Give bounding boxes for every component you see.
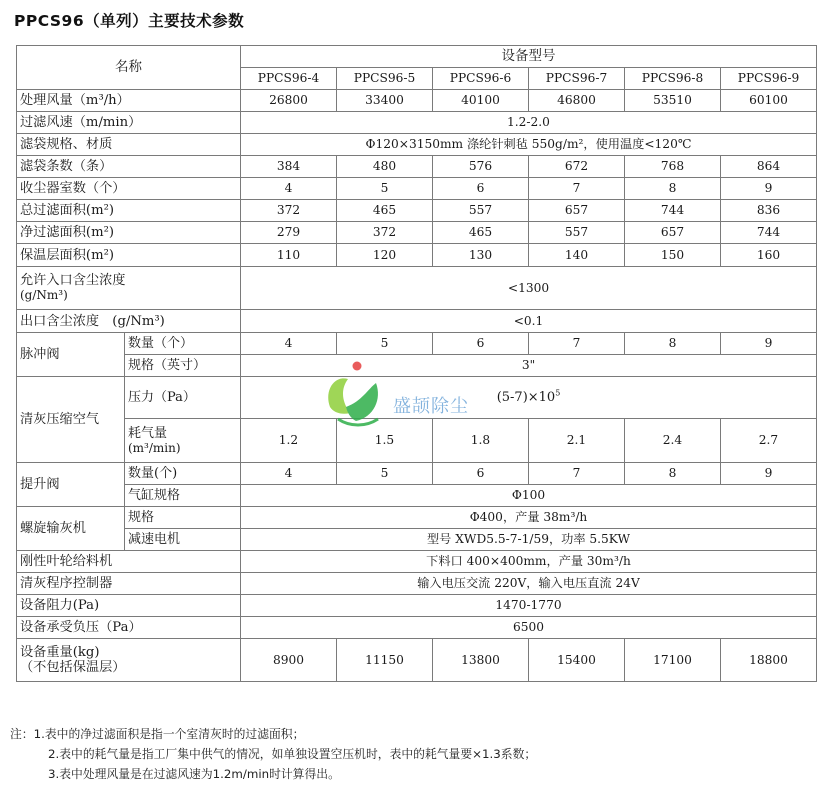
cell: 15400 <box>529 639 625 682</box>
pressure-value: (5-7)×10 <box>496 390 556 405</box>
row-label-inlet-dust <box>17 267 241 310</box>
cell: 480 <box>337 156 433 178</box>
table-row <box>17 551 817 573</box>
cell: 130 <box>433 244 529 267</box>
cell: 1470-1770 <box>241 595 817 617</box>
table-row <box>17 267 817 310</box>
row-label-bag-count: 滤袋条数（条） <box>17 156 241 178</box>
cell: 120 <box>337 244 433 267</box>
pressure-exponent: 5 <box>555 388 561 398</box>
cell: 1.2 <box>241 419 337 463</box>
table-row <box>17 134 817 156</box>
cell: 372 <box>241 200 337 222</box>
cell: 160 <box>721 244 817 267</box>
row-label-outlet-dust: 出口含尘浓度 (g/Nm³) <box>17 310 241 333</box>
row-label-resistance: 设备阻力(Pa) <box>17 595 241 617</box>
cell: 2.1 <box>529 419 625 463</box>
row-label-screw-conveyor: 螺旋输灰机 <box>17 507 125 551</box>
cell: 60100 <box>721 90 817 112</box>
cell: 744 <box>625 200 721 222</box>
table-row <box>17 112 817 134</box>
watermark-text: 盛颉除尘 <box>393 396 469 417</box>
label-line: 设备重量(kg) <box>20 645 100 660</box>
cell: 1.8 <box>433 419 529 463</box>
row-label-net-area: 净过滤面积(m²) <box>17 222 241 244</box>
table-row <box>17 485 817 507</box>
cell: 465 <box>337 200 433 222</box>
cell: Φ400，产量 38m³/h <box>241 507 817 529</box>
table-row <box>17 200 817 222</box>
cell: 下料口 400×400mm，产量 30m³/h <box>241 551 817 573</box>
sub-label <box>125 419 241 463</box>
table-row <box>17 333 817 355</box>
table-row <box>17 222 817 244</box>
cell: 864 <box>721 156 817 178</box>
model-header: PPCS96-6 <box>433 68 529 90</box>
table-row <box>17 617 817 639</box>
cell: 150 <box>625 244 721 267</box>
cell: 11150 <box>337 639 433 682</box>
model-header: PPCS96-7 <box>529 68 625 90</box>
cell: Φ100 <box>241 485 817 507</box>
cell: 9 <box>721 333 817 355</box>
table-row <box>17 639 817 682</box>
cell: 3" <box>241 355 817 377</box>
note-line-3: 3.表中处理风量是在过滤风速为1.2m/min时计算得出。 <box>48 767 340 781</box>
cell: 8 <box>625 463 721 485</box>
cell: 17100 <box>625 639 721 682</box>
model-header: PPCS96-4 <box>241 68 337 90</box>
cell: 33400 <box>337 90 433 112</box>
cell: 576 <box>433 156 529 178</box>
note-line-1 <box>10 725 304 742</box>
cell: 13800 <box>433 639 529 682</box>
table-row <box>17 573 817 595</box>
cell: 384 <box>241 156 337 178</box>
cell: 8900 <box>241 639 337 682</box>
cell: Φ120×3150mm 涤纶针刺毡 550g/m²，使用温度<120℃ <box>241 134 817 156</box>
cell: 9 <box>721 178 817 200</box>
cell: 465 <box>433 222 529 244</box>
label-line: 耗气量 <box>128 425 168 441</box>
row-label-filter-speed: 过滤风速（m/min） <box>17 112 241 134</box>
cell: 672 <box>529 156 625 178</box>
sub-label: 气缸规格 <box>125 485 241 507</box>
cell: 26800 <box>241 90 337 112</box>
cell: 4 <box>241 178 337 200</box>
row-label-airflow: 处理风量（m³/h） <box>17 90 241 112</box>
row-label-compressed-air: 清灰压缩空气 <box>17 377 125 463</box>
cell: 657 <box>529 200 625 222</box>
note-item: 1.表中的净过滤面积是指一个室清灰时的过滤面积； <box>33 727 305 741</box>
cell: 110 <box>241 244 337 267</box>
table-row <box>17 178 817 200</box>
sub-label: 数量（个） <box>125 333 241 355</box>
cell: 7 <box>529 333 625 355</box>
label-line: (m³/min) <box>128 440 181 455</box>
cell: 140 <box>529 244 625 267</box>
cell: 2.7 <box>721 419 817 463</box>
cell: 46800 <box>529 90 625 112</box>
cell: 9 <box>721 463 817 485</box>
header-model-group: 设备型号 <box>241 46 817 68</box>
cell: 4 <box>241 333 337 355</box>
cell: 5 <box>337 178 433 200</box>
row-label-weight <box>17 639 241 682</box>
table-row <box>17 595 817 617</box>
table-row <box>17 310 817 333</box>
cell: 6500 <box>241 617 817 639</box>
sub-label: 数量(个) <box>125 463 241 485</box>
header-name: 名称 <box>17 46 241 90</box>
model-header: PPCS96-8 <box>625 68 721 90</box>
cell: 557 <box>529 222 625 244</box>
cell: 18800 <box>721 639 817 682</box>
table-row <box>17 90 817 112</box>
note-line-2: 2.表中的耗气量是指工厂集中供气的情况，如单独设置空压机时，表中的耗气量要×1.3系数； <box>48 747 537 761</box>
cell: 5 <box>337 333 433 355</box>
cell: 4 <box>241 463 337 485</box>
sub-label: 规格 <box>125 507 241 529</box>
row-label-rotary-feeder: 刚性叶轮给料机 <box>17 551 241 573</box>
table-row <box>17 529 817 551</box>
cell: 372 <box>337 222 433 244</box>
cell: <0.1 <box>241 310 817 333</box>
label-line: 允许入口含尘浓度 <box>20 273 126 288</box>
cell: 6 <box>433 178 529 200</box>
cell: 8 <box>625 178 721 200</box>
sub-label: 减速电机 <box>125 529 241 551</box>
model-header: PPCS96-9 <box>721 68 817 90</box>
row-label-lift-valve: 提升阀 <box>17 463 125 507</box>
note-prefix: 注： <box>10 727 34 741</box>
cell: 7 <box>529 463 625 485</box>
cell: <1300 <box>241 267 817 310</box>
cell: 7 <box>529 178 625 200</box>
cell: 6 <box>433 333 529 355</box>
cell: 657 <box>625 222 721 244</box>
cell: 6 <box>433 463 529 485</box>
table-row <box>17 507 817 529</box>
cell: 5 <box>337 463 433 485</box>
row-label-bag-spec: 滤袋规格、材质 <box>17 134 241 156</box>
label-line: （不包括保温层） <box>20 660 126 675</box>
model-header: PPCS96-5 <box>337 68 433 90</box>
cell: 型号 XWD5.5-7-1/59，功率 5.5KW <box>241 529 817 551</box>
page-title: PPCS96（单列）主要技术参数 <box>14 12 245 30</box>
table-row <box>17 244 817 267</box>
cell: 279 <box>241 222 337 244</box>
sub-label: 压力（Pa） <box>125 377 241 419</box>
cell: 53510 <box>625 90 721 112</box>
row-label-pulse-valve: 脉冲阀 <box>17 333 125 377</box>
table-row <box>17 156 817 178</box>
sub-label: 规格（英寸） <box>125 355 241 377</box>
cell: 1.2-2.0 <box>241 112 817 134</box>
cell: 40100 <box>433 90 529 112</box>
cell: 836 <box>721 200 817 222</box>
row-label-controller: 清灰程序控制器 <box>17 573 241 595</box>
cell: 1.5 <box>337 419 433 463</box>
table-row <box>17 463 817 485</box>
label-line: (g/Nm³) <box>20 288 68 302</box>
row-label-insul-area: 保温层面积(m²) <box>17 244 241 267</box>
cell: 768 <box>625 156 721 178</box>
row-label-total-area: 总过滤面积(m²) <box>17 200 241 222</box>
cell: 8 <box>625 333 721 355</box>
cell: 2.4 <box>625 419 721 463</box>
row-label-negative-pressure: 设备承受负压（Pa） <box>17 617 241 639</box>
row-label-chambers: 收尘器室数（个） <box>17 178 241 200</box>
cell: 输入电压交流 220V，输入电压直流 24V <box>241 573 817 595</box>
cell: 557 <box>433 200 529 222</box>
cell: 744 <box>721 222 817 244</box>
